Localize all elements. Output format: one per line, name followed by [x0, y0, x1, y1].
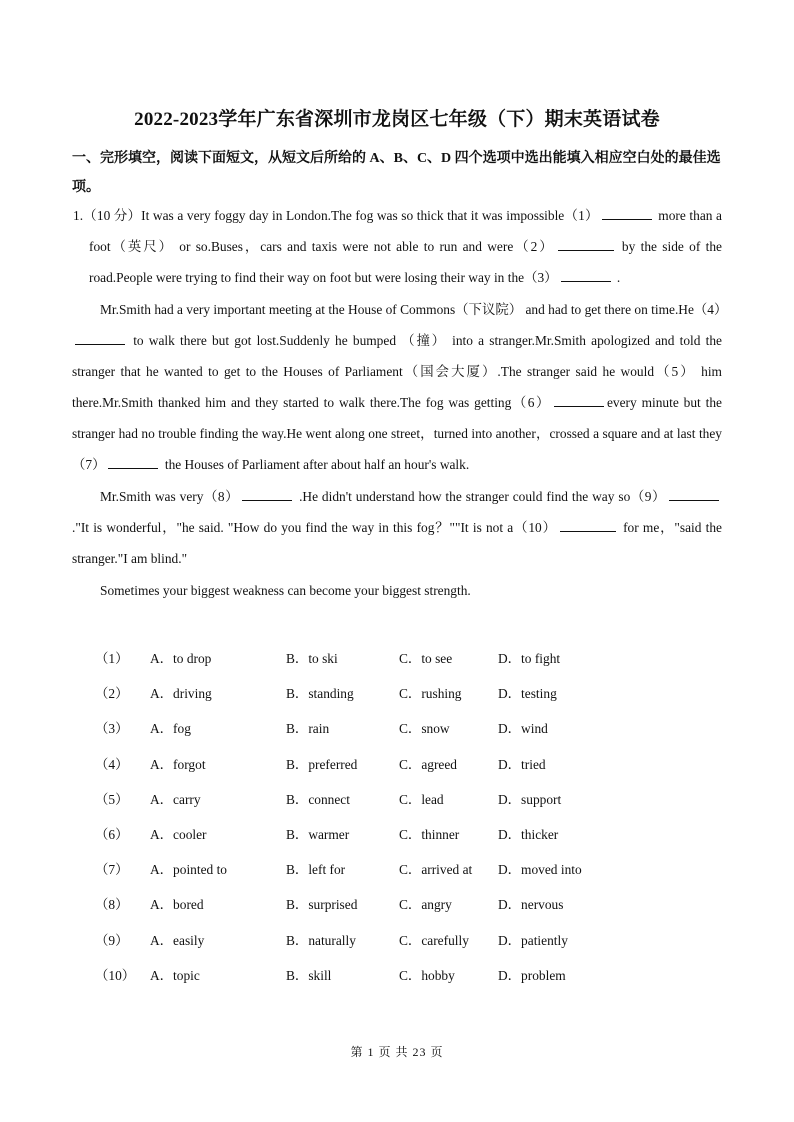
- passage-text: It was a very foggy day in London.The fog was so thick that it was impossible（1）: [141, 208, 599, 223]
- option-d[interactable]: D．to fight: [498, 651, 561, 666]
- option-d[interactable]: D．testing: [498, 686, 557, 702]
- option-b[interactable]: B．preferred: [286, 756, 358, 772]
- option-number: （2）: [95, 686, 129, 702]
- option-c[interactable]: C．snow: [399, 721, 450, 737]
- option-number: （6）: [95, 826, 129, 842]
- blank-8[interactable]: [242, 487, 292, 501]
- option-row: [95, 922, 695, 957]
- option-b[interactable]: B．connect: [286, 791, 350, 807]
- option-number: （10）: [95, 967, 136, 983]
- option-b[interactable]: B．rain: [286, 721, 330, 737]
- option-row: [95, 746, 695, 781]
- blank-6[interactable]: [554, 393, 604, 407]
- option-number: （7）: [95, 862, 129, 878]
- page-title: 2022-2023学年广东省深圳市龙岗区七年级（下）期末英语试卷: [134, 109, 660, 130]
- blank-2[interactable]: [558, 237, 614, 251]
- passage-text: more than a foot（英尺） or so.Buses，cars and taxis were not able to run and were（2）: [89, 208, 722, 254]
- option-number: （1）: [95, 651, 129, 666]
- passage-text: for me，"said the stranger."I am blind.": [72, 520, 722, 566]
- option-c[interactable]: C．carefully: [399, 932, 469, 948]
- option-row: [95, 710, 695, 745]
- passage-paragraph-2: [72, 294, 728, 480]
- option-c[interactable]: C．lead: [399, 791, 444, 807]
- blank-3[interactable]: [561, 268, 611, 282]
- passage-text: by the side of the road.People were trying to find their way on foot but were losing their way in the（3）: [89, 239, 722, 285]
- blank-4[interactable]: [75, 331, 125, 345]
- option-d[interactable]: D．problem: [498, 967, 566, 983]
- page-footer: 第 1 页 共 23 页: [350, 1045, 444, 1059]
- answer-options: [95, 640, 695, 992]
- option-b[interactable]: B．to ski: [286, 651, 338, 666]
- blank-7[interactable]: [108, 455, 158, 469]
- option-b[interactable]: B．standing: [286, 686, 354, 702]
- blank-1[interactable]: [602, 206, 652, 220]
- passage-text: Mr.Smith had a very important meeting at the House of Commons（下议院） and had to get there on time.He（4）: [100, 302, 728, 317]
- option-b[interactable]: B．left for: [286, 862, 346, 878]
- option-number: （8）: [95, 897, 129, 913]
- passage-text: to walk there but got lost.Suddenly he bumped （撞） into a stranger.Mr.Smith apologized and told the stranger that he wanted to get to the Houses of Parliament（国会大厦）.The stranger said he would（5）: [72, 333, 722, 379]
- option-b[interactable]: B．naturally: [286, 932, 356, 948]
- option-a[interactable]: A．easily: [150, 932, 205, 948]
- section-heading: 一、完形填空，阅读下面短文，从短文后所给的 A、B、C、D 四个选项中选出能填入相应空白处的最佳选项。: [72, 151, 721, 195]
- option-a[interactable]: A．cooler: [150, 826, 207, 842]
- option-c[interactable]: C．rushing: [399, 686, 462, 702]
- option-c[interactable]: C．angry: [399, 897, 452, 913]
- passage-text: .: [616, 270, 621, 285]
- option-row: [95, 957, 695, 992]
- option-b[interactable]: B．surprised: [286, 897, 358, 913]
- option-c[interactable]: C．to see: [399, 651, 453, 666]
- option-d[interactable]: D．thicker: [498, 826, 559, 842]
- passage-paragraph-1: [73, 200, 722, 293]
- option-a[interactable]: A．forgot: [150, 756, 206, 772]
- option-a[interactable]: A．driving: [150, 686, 212, 702]
- blank-9[interactable]: [669, 487, 719, 501]
- option-c[interactable]: C．arrived at: [399, 862, 473, 878]
- option-b[interactable]: B．warmer: [286, 826, 350, 842]
- option-d[interactable]: D．support: [498, 791, 562, 807]
- passage-paragraph-3: [72, 481, 722, 574]
- option-c[interactable]: C．hobby: [399, 967, 455, 983]
- option-number: （4）: [95, 756, 129, 772]
- passage-text: .He didn't understand how the stranger could find the way so（9）: [299, 489, 666, 504]
- option-c[interactable]: C．thinner: [399, 826, 460, 842]
- option-a[interactable]: A．bored: [150, 897, 204, 913]
- passage-text: him there.Mr.Smith thanked him and they started to walk there.The fog was getting（6）: [72, 364, 722, 410]
- option-d[interactable]: D．nervous: [498, 897, 564, 913]
- option-c[interactable]: C．agreed: [399, 756, 458, 772]
- option-a[interactable]: A．to drop: [150, 651, 212, 666]
- option-row: [95, 781, 695, 816]
- option-row: [95, 886, 695, 921]
- option-d[interactable]: D．moved into: [498, 862, 582, 878]
- option-number: （5）: [95, 791, 129, 807]
- option-d[interactable]: D．wind: [498, 721, 548, 737]
- option-d[interactable]: D．patiently: [498, 932, 568, 948]
- passage-text: every minute but the stranger had no trouble finding the way.He went along one street，turned into another，crossed a square and at last they（7）: [72, 395, 722, 472]
- option-number: （3）: [95, 721, 129, 737]
- passage-text: ."It is wonderful，"he said. "How do you find the way in this fog？""It is not a（10）: [72, 520, 557, 535]
- option-row: [95, 640, 695, 675]
- option-a[interactable]: A．fog: [150, 721, 191, 737]
- passage-text: Mr.Smith was very（8）: [100, 489, 240, 504]
- option-number: （9）: [95, 932, 129, 948]
- option-a[interactable]: A．topic: [150, 967, 200, 983]
- option-row: [95, 675, 695, 710]
- passage-paragraph-4: Sometimes your biggest weakness can become your biggest strength.: [100, 583, 471, 598]
- option-row: [95, 851, 695, 886]
- question-number: 1.（10 分）: [73, 208, 142, 223]
- option-row: [95, 816, 695, 851]
- option-d[interactable]: D．tried: [498, 756, 546, 772]
- passage-text: the Houses of Parliament after about half an hour's walk.: [164, 457, 470, 472]
- option-a[interactable]: A．pointed to: [150, 862, 227, 878]
- option-a[interactable]: A．carry: [150, 791, 201, 807]
- option-b[interactable]: B．skill: [286, 967, 332, 983]
- blank-10[interactable]: [560, 518, 616, 532]
